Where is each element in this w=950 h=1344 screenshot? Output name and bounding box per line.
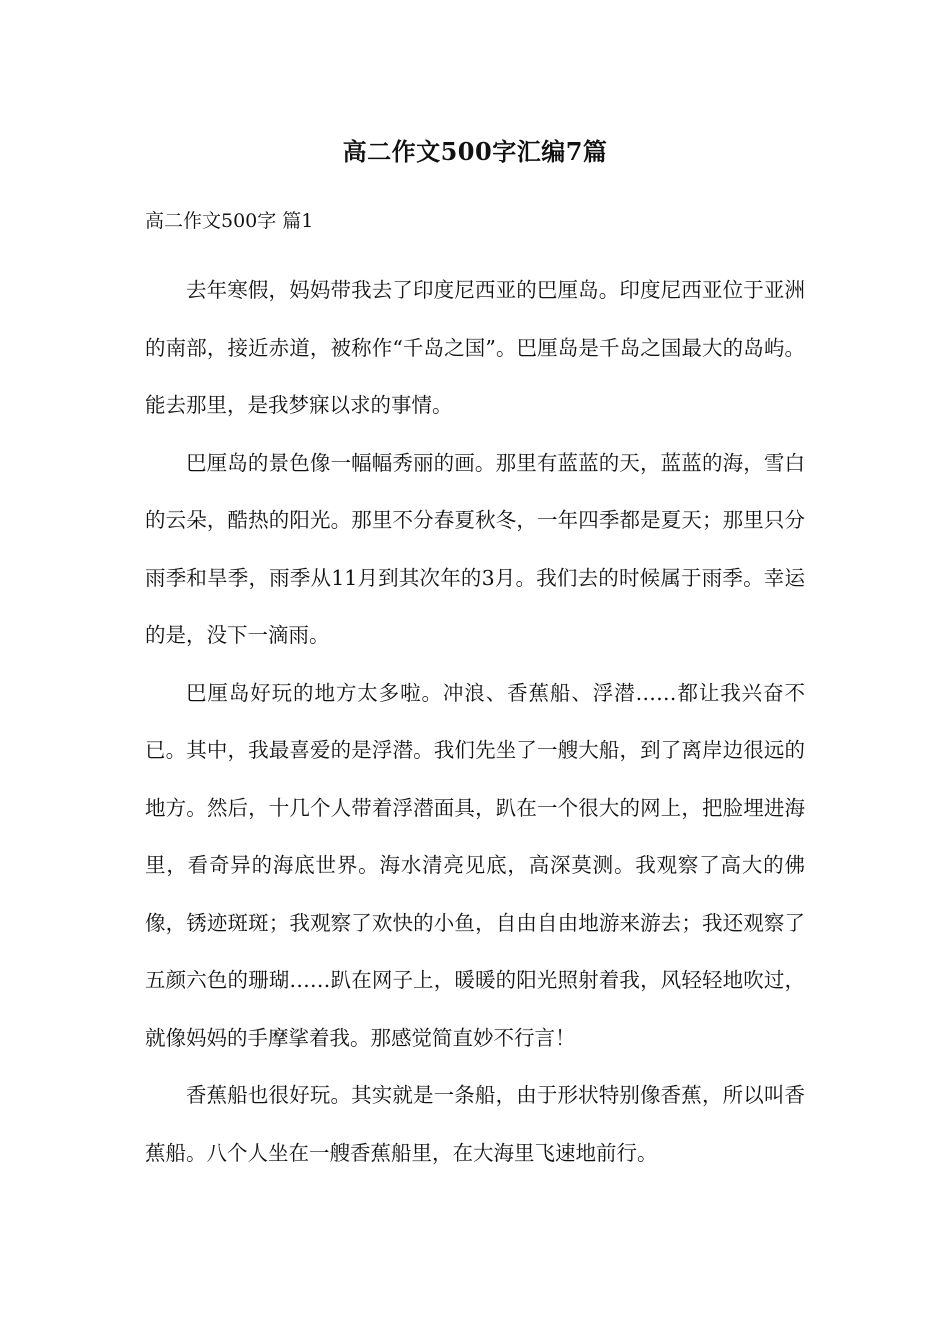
paragraph: 巴厘岛的景色像一幅幅秀丽的画。那里有蓝蓝的天，蓝蓝的海，雪白的云朵，酷热的阳光。那里不分春夏秋冬，一年四季都是夏天；那里只分雨季和旱季，雨季从11月到其次年的3月。我们去的时候属于雨季。幸运的是，没下一滴雨。 bbox=[145, 450, 805, 647]
document-title: 高二作文500字汇编7篇 bbox=[342, 137, 608, 166]
paragraph: 巴厘岛好玩的地方太多啦。冲浪、香蕉船、浮潜……都让我兴奋不已。其中，我最喜爱的是浮潜。我们先坐了一艘大船，到了离岸边很远的地方。然后，十几个人带着浮潜面具，趴在一个很大的网上，把脸埋进海里，看奇异的海底世界。海水清亮见底，高深莫测。我观察了高大的佛像，锈迹斑斑；我观察了欢快的小鱼，自由自由地游来游去；我还观察了五颜六色的珊瑚……趴在网子上，暖暖的阳光照射着我，风轻轻地吹过，就像妈妈的手摩挲着我。那感觉简直妙不行言！ bbox=[145, 680, 805, 1050]
paragraph: 去年寒假，妈妈带我去了印度尼西亚的巴厘岛。印度尼西亚位于亚洲的南部，接近赤道，被称作“千岛之国”。巴厘岛是千岛之国最大的岛屿。能去那里，是我梦寐以求的事情。 bbox=[145, 278, 805, 417]
section-heading: 高二作文500字 篇1 bbox=[145, 210, 314, 232]
document-body bbox=[145, 262, 805, 1182]
paragraph: 香蕉船也很好玩。其实就是一条船，由于形状特别像香蕉，所以叫香蕉船。八个人坐在一艘香蕉船里，在大海里飞速地前行。 bbox=[145, 1083, 805, 1165]
